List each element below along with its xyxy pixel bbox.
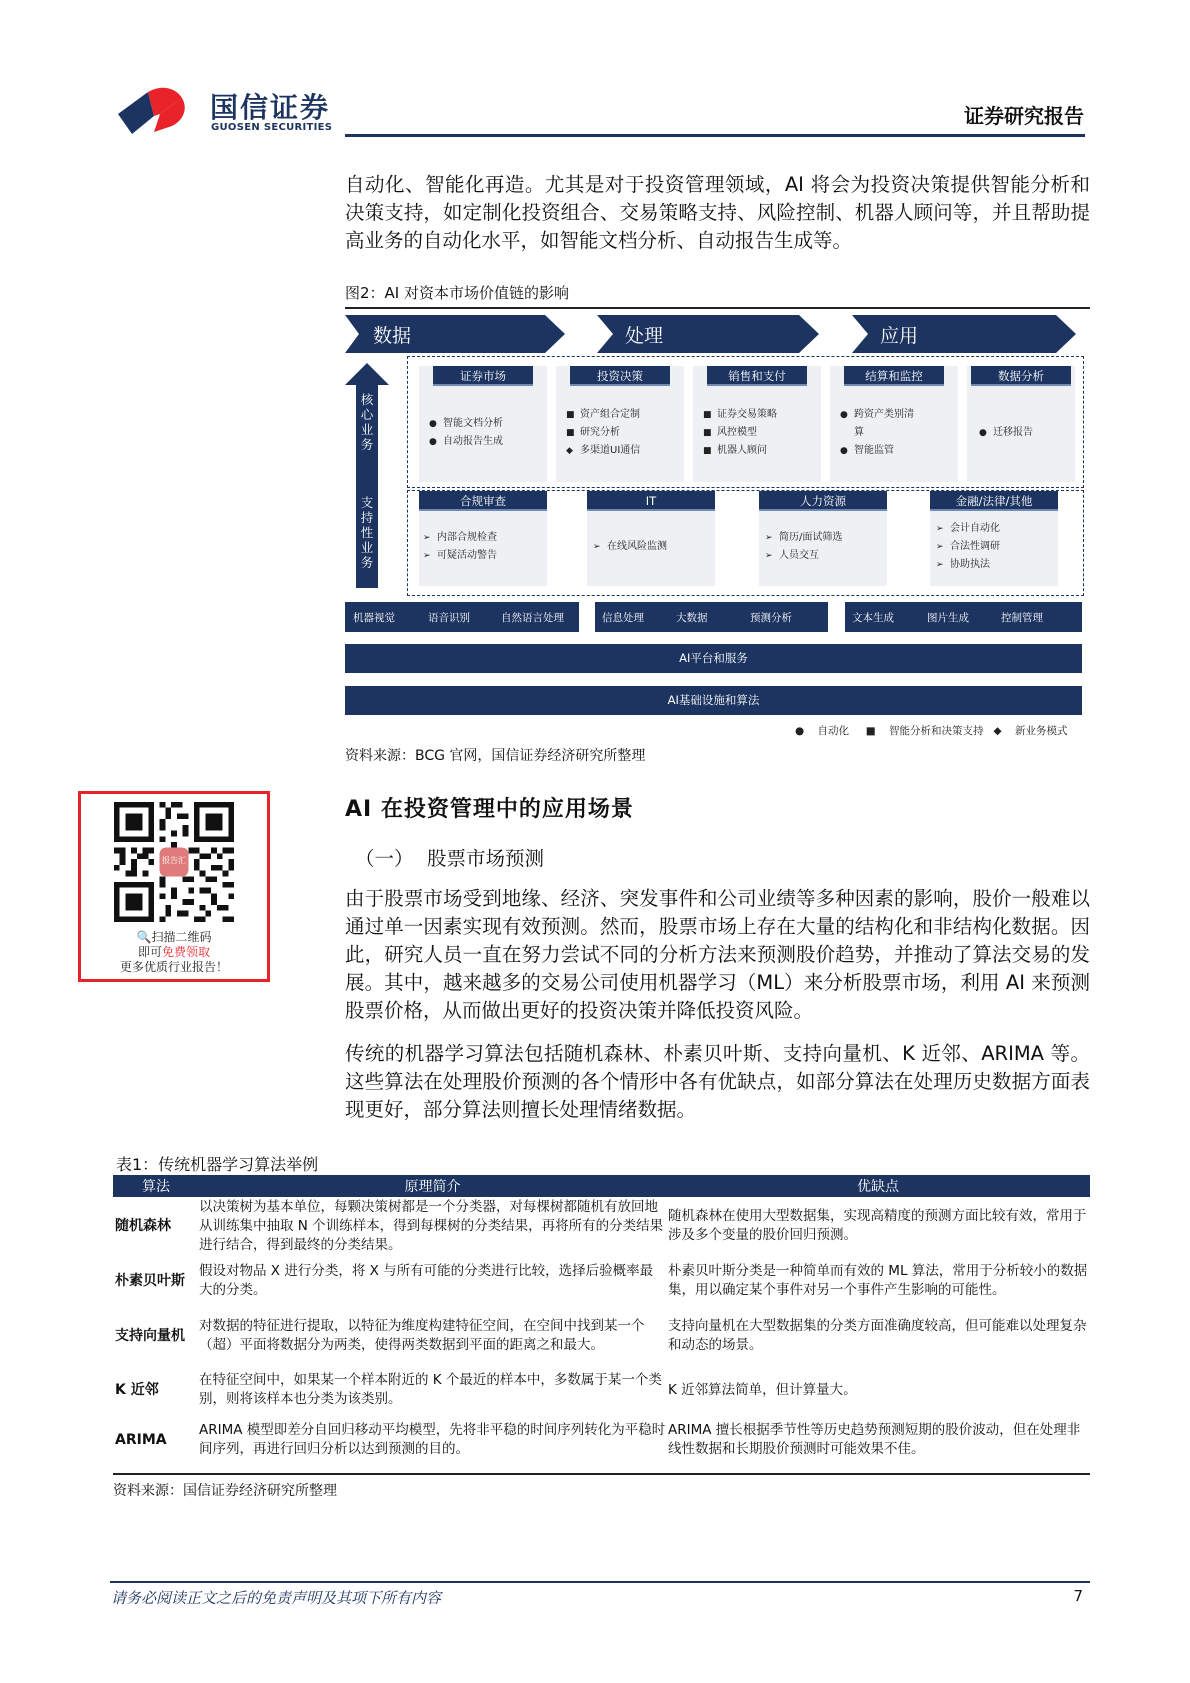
algorithm-pros-cons: K 近邻算法简单，但计算量大。 [668, 1381, 857, 1398]
tech-label: 信息处理 [602, 612, 644, 624]
tech-label: 预测分析 [750, 612, 792, 624]
card-list-item [423, 529, 497, 547]
card-list [979, 424, 1033, 442]
legend-label: 新业务模式 [1014, 725, 1068, 737]
card-list [840, 406, 914, 460]
bullet-icon: ■ [566, 428, 575, 438]
item-text: 研究分析 [580, 427, 620, 438]
tech-label: 图片生成 [927, 612, 969, 624]
algorithm-principle: 假设对物品 X 进行分类，将 X 与所有可能的分类进行比较，选择后验概率最大的分类。 [199, 1263, 654, 1298]
bullet-icon: ■ [703, 446, 712, 456]
qr-line-1: 🔍扫描二维码 [136, 930, 212, 944]
tech-label: 语音识别 [428, 612, 470, 624]
card-list-item [765, 547, 842, 565]
item-text: 可疑活动警告 [437, 550, 497, 561]
stage-processing-label: 处理 [625, 325, 664, 347]
bullet-icon: ➢ [423, 551, 431, 561]
qr-badge: 报告汇 [162, 856, 186, 865]
brand-name-cn: 国信证券 [210, 91, 331, 124]
body-paragraph-2: 传统的机器学习算法包括随机森林、朴素贝叶斯、支持向量机、K 近邻、ARIMA 等。这些算法在处理股价预测的各个情形中各有优缺点，如部分算法在处理历史数据方面表现更好，部分算法则擅长处理情绪数据。 [345, 1042, 1090, 1121]
item-text: 资产组合定制 [580, 409, 640, 420]
card-list-item [429, 433, 503, 451]
card-tag: 合规审查 [419, 491, 547, 511]
card-list-item [703, 442, 777, 460]
body-paragraph-1: 由于股票市场受到地缘、经济、突发事件和公司业绩等多种因素的影响，股价一般难以通过单一因素实现有效预测。然而，股票市场上存在大量的结构化和非结构化数据。因此，研究人员一直在努力尝试不同的分析方法来预测股价趋势，并推动了算法交易的发展。其中，越来越多的交易公司使用机器学习（ML）来分析股票市场，利用 AI 来预测股票价格，从而做出更好的投资决策并降低投资风险。 [345, 887, 1090, 1022]
table-row [113, 1197, 1090, 1255]
card-list-item [429, 415, 503, 433]
table-row [113, 1415, 1090, 1465]
tech-group-perception [345, 602, 579, 632]
bullet-icon: ● [979, 428, 987, 438]
item-text: 迁移报告 [993, 427, 1033, 438]
card-list [566, 406, 640, 460]
card-tag: 证券市场 [433, 366, 533, 386]
figure-legend [795, 723, 1067, 738]
card-list-item [840, 442, 914, 460]
qr-caption [78, 930, 270, 975]
card-list-item [593, 538, 667, 556]
card-list-item [566, 442, 640, 460]
algorithm-name: 支持向量机 [115, 1327, 185, 1344]
algorithm-pros-cons: 朴素贝叶斯分类是一种简单而有效的 ML 算法，常用于分析较小的数据集，用以确定某个事件对另一个事件产生影响的可能性。 [668, 1263, 1088, 1298]
item-text: 证券交易策略 [717, 409, 777, 420]
table-header-row [113, 1175, 1090, 1197]
brand-name-en: GUOSEN SECURITIES [211, 122, 333, 133]
section-title: AI 在投资管理中的应用场景 [345, 797, 634, 822]
algorithm-name: K 近邻 [115, 1381, 159, 1398]
tech-label: 自然语言处理 [501, 612, 564, 624]
algorithm-name: 朴素贝叶斯 [115, 1272, 185, 1289]
col-header-pros-cons: 优缺点 [666, 1175, 1090, 1197]
page-number: 7 [1073, 1587, 1083, 1605]
stage-application-label: 应用 [880, 325, 919, 347]
bullet-icon: ➢ [936, 560, 944, 570]
card-tag: 金融/法律/其他 [930, 491, 1058, 511]
subsection-text: 股票市场预测 [427, 847, 545, 870]
bullet-icon: ■ [703, 410, 712, 420]
guosen-logo-icon [118, 86, 204, 138]
card-list-item [936, 538, 1000, 556]
card-list-item [703, 424, 777, 442]
card-list-item [566, 424, 640, 442]
qr-line-2-highlight: 免费领取 [162, 945, 211, 959]
card-list-item [936, 556, 1000, 574]
algorithm-pros-cons: 随机森林在使用大型数据集，实现高精度的预测方面比较有效，常用于涉及多个变量的股价回归预测。 [668, 1208, 1087, 1243]
algorithm-principle: ARIMA 模型即差分自回归移动平均模型，先将非平稳的时间序列转化为平稳时间序列，再进行回归分析以达到预测的目的。 [199, 1422, 666, 1457]
card-list-item [765, 529, 842, 547]
bullet-icon: ● [840, 446, 848, 456]
card-list [429, 415, 503, 451]
card-list [703, 406, 777, 460]
core-business-text: 核心业务 [360, 392, 374, 452]
col-header-algorithm: 算法 [113, 1175, 199, 1197]
card-tag: 数据分析 [971, 366, 1071, 386]
card-list-item [840, 406, 914, 424]
algorithm-principle: 以决策树为基本单位，每颗决策树都是一个分类器，对每棵树都随机有放回地从训练集中抽取 N 个训练样本，得到每棵树的分类结果，再将所有的分类结果进行结合，得到最终的分类结果。 [199, 1198, 664, 1253]
bullet-icon: ➢ [765, 533, 773, 543]
bullet-icon: ● [429, 419, 437, 429]
support-card-hr [759, 491, 887, 586]
item-text: 机器人顾问 [717, 445, 767, 456]
card-list [423, 529, 497, 565]
card-list [765, 529, 842, 565]
stage-data-label: 数据 [373, 325, 412, 347]
bullet-icon: ➢ [936, 524, 944, 534]
legend-bullet-icon: ■ [865, 725, 876, 737]
algorithms-table [113, 1175, 1090, 1465]
item-text: 人员交互 [779, 550, 819, 561]
bullet-icon: ■ [703, 428, 712, 438]
table-row [113, 1307, 1090, 1365]
col-header-principle: 原理简介 [199, 1175, 666, 1197]
algorithm-pros-cons: 支持向量机在大型数据集的分类方面准确度较高，但可能难以处理复杂和动态的场景。 [668, 1318, 1087, 1353]
item-text: 简历/面试筛选 [779, 532, 843, 543]
tech-group-generation [845, 602, 1082, 632]
subsection-number: （一） [355, 847, 414, 870]
header-divider [345, 134, 1085, 137]
qr-line-3: 更多优质行业报告！ [119, 960, 228, 974]
footer-divider [110, 1581, 1090, 1583]
figure-caption-rule [345, 307, 1090, 309]
core-card-data-analysis [967, 366, 1075, 482]
algorithm-principle: 在特征空间中，如果某一个样本附近的 K 个最近的样本中，多数属于某一个类别，则将该样本也分类为该类别。 [199, 1372, 662, 1407]
bullet-icon: ➢ [423, 533, 431, 543]
card-list-item [423, 547, 497, 565]
algorithm-pros-cons: ARIMA 擅长根据季节性等历史趋势预测短期的股价波动，但在处理非线性数据和长期股价预测时可能效果不佳。 [668, 1422, 1081, 1457]
bullet-icon: ◆ [566, 446, 573, 456]
item-text: 算 [854, 427, 864, 438]
legend-label: 智能分析和决策支持 [889, 725, 984, 737]
card-tag: 人力资源 [759, 491, 887, 511]
tech-group-analysis [595, 602, 828, 632]
support-card-finance-legal [930, 491, 1058, 586]
card-tag: 结算和监控 [844, 366, 944, 386]
legend-bullet-icon: ● [795, 725, 805, 737]
item-text: 合法性调研 [950, 541, 1000, 552]
qr-line-2-pre: 即可 [137, 945, 162, 959]
card-list-item [566, 406, 640, 424]
core-card-sales-payment [693, 366, 821, 482]
bullet-icon: ➢ [765, 551, 773, 561]
card-tag: IT [587, 491, 715, 511]
item-text: 智能文档分析 [443, 418, 503, 429]
stage-data [345, 315, 565, 353]
intro-paragraph: 自动化、智能化再造。尤其是对于投资管理领域，AI 将会为投资决策提供智能分析和决策支持，如定制化投资组合、交易策略支持、风险控制、机器人顾问等，并且帮助提高业务的自动化水平，如智能文档分析、自动报告生成等。 [345, 173, 1090, 252]
core-card-settlement-monitoring [830, 366, 958, 482]
item-text: 智能监管 [854, 445, 894, 456]
tech-label: 机器视觉 [353, 612, 395, 624]
card-tag: 销售和支付 [707, 366, 807, 386]
subsection-title [355, 843, 544, 871]
support-card-it [587, 491, 715, 586]
item-text: 内部合规检查 [437, 532, 497, 543]
stage-application [852, 315, 1076, 353]
card-list [593, 538, 667, 556]
item-text: 在线风险监测 [607, 541, 667, 552]
support-card-compliance [419, 491, 547, 586]
table-caption: 表1：传统机器学习算法举例 [116, 1155, 319, 1174]
card-list-item [936, 520, 1000, 538]
qr-line-2 [78, 945, 270, 960]
core-card-securities-market [419, 366, 547, 482]
item-text: 风控模型 [717, 427, 757, 438]
item-text: 多渠道UI通信 [580, 445, 641, 456]
ai-infrastructure-bar: AI基础设施和算法 [345, 686, 1082, 715]
table-row [113, 1365, 1090, 1415]
support-business-text: 支持性业务 [360, 495, 374, 570]
stage-processing [597, 315, 819, 353]
item-text: 协助执法 [950, 559, 990, 570]
table-bottom-rule [113, 1473, 1090, 1475]
bullet-icon: ● [840, 410, 848, 420]
item-text: 跨资产类别清 [854, 409, 914, 420]
figure-source: 资料来源：BCG 官网，国信证券经济研究所整理 [345, 748, 646, 764]
card-tag: 投资决策 [570, 366, 670, 386]
table-source: 资料来源：国信证券经济研究所整理 [113, 1483, 337, 1499]
tech-label: 控制管理 [1001, 612, 1043, 624]
algorithm-name: ARIMA [115, 1431, 167, 1448]
algorithm-name: 随机森林 [115, 1217, 171, 1234]
tech-label: 大数据 [676, 612, 708, 624]
bullet-icon: ■ [566, 410, 575, 420]
tech-label: 文本生成 [852, 612, 894, 624]
core-business-label [360, 392, 374, 452]
legend-label: 自动化 [817, 725, 850, 737]
bullet-icon: ➢ [936, 542, 944, 552]
support-business-label [360, 495, 374, 570]
card-list [936, 520, 1000, 574]
figure-caption: 图2：AI 对资本市场价值链的影响 [345, 284, 569, 302]
core-card-investment-decision [556, 366, 684, 482]
card-list-item [703, 406, 777, 424]
table-row [113, 1255, 1090, 1307]
bullet-icon: ● [429, 437, 437, 447]
algorithm-principle: 对数据的特征进行提取，以特征为维度构建特征空间，在空间中找到某一个（超）平面将数据分为两类，使得两类数据到平面的距离之和最大。 [199, 1318, 645, 1353]
footer-disclaimer: 请务必阅读正文之后的免责声明及其项下所有内容 [111, 1589, 442, 1607]
legend-bullet-icon: ◆ [993, 725, 1002, 737]
item-text: 会计自动化 [950, 523, 1000, 534]
item-text: 自动报告生成 [443, 436, 503, 447]
report-type: 证券研究报告 [964, 104, 1084, 128]
ai-platform-bar: AI平台和服务 [345, 644, 1082, 673]
card-list-item [979, 424, 1033, 442]
card-list-item [840, 424, 914, 442]
bullet-icon: ➢ [593, 542, 601, 552]
